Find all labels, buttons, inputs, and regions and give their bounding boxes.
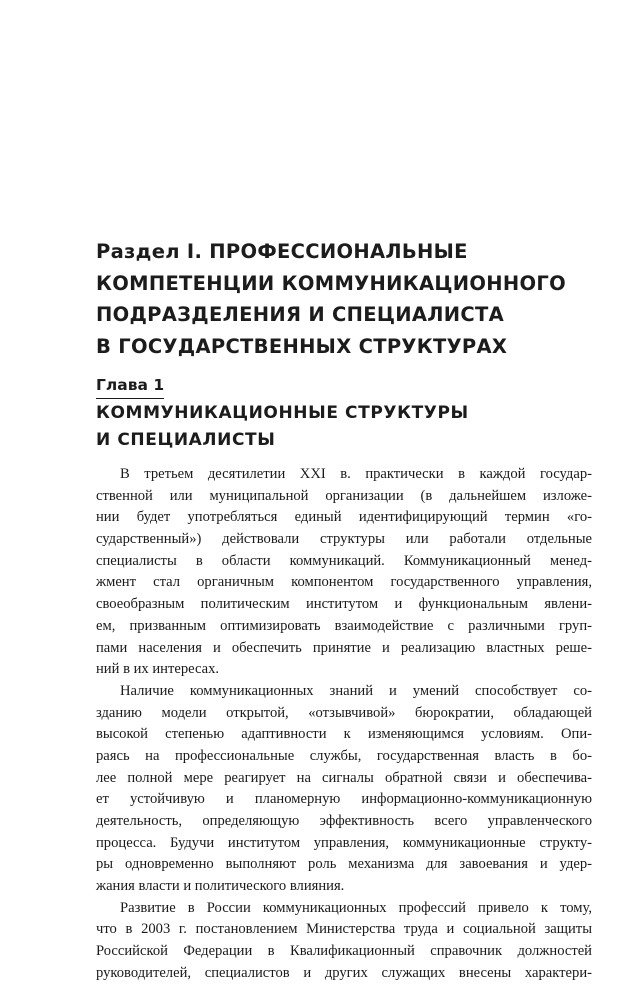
text-line: пами населения и обеспечить принятие и реализацию властных реше- [96,639,592,656]
text-line: жмент стал органичным компонентом государственного управления, [96,574,592,591]
text-line: ем, призванным оптимизировать взаимодействие с различными груп- [96,617,592,634]
chapter-title [96,400,566,454]
text-line: жания власти и политического влияния. [96,878,345,895]
text-line: ры одновременно выполняют роль механизма для завоевания и удер- [96,856,592,873]
section-title-text: ПРОФЕССИОНАЛЬНЫЕ [209,240,468,263]
text-line: высокой степенью адаптивности к изменяющимся условиям. Опи- [96,726,592,743]
text-line: ний в их интересах. [96,661,220,678]
paragraph [96,898,592,985]
text-line: Наличие коммуникационных знаний и умений способствует со- [120,682,592,699]
text-line: своеобразным политическим институтом и функциональным явлени- [96,596,592,613]
section-heading [96,236,596,362]
text-line: лее полной мере реагирует на сигналы обратной связи и обеспечива- [96,769,592,786]
section-title-line: ПОДРАЗДЕЛЕНИЯ И СПЕЦИАЛИСТА [96,303,505,326]
text-line: раясь на профессиональные службы, государственная власть в бо- [96,747,592,764]
paragraph [96,681,592,898]
text-line: В третьем десятилетии XXI в. практически в каждой государ- [120,466,592,482]
body-text [96,464,592,985]
chapter-title-line: И СПЕЦИАЛИСТЫ [96,430,276,450]
section-prefix: Раздел I. [96,240,203,263]
paragraph [96,464,592,681]
text-line: ственной или муниципальной организации (в дальнейшем изложе- [96,487,592,504]
text-line: сударственный») действовали структуры или работали отдельные [96,531,592,548]
chapter-title-line: КОММУНИКАЦИОННЫЕ СТРУКТУРЫ [96,403,469,423]
text-line: специалисты в области коммуникаций. Коммуникационный менед- [96,552,592,569]
section-title-line: В ГОСУДАРСТВЕННЫХ СТРУКТУРАХ [96,334,508,358]
text-line: Развитие в России коммуникационных профессий привело к тому, [120,899,592,916]
section-title-line: КОМПЕТЕНЦИИ КОММУНИКАЦИОННОГО [96,271,566,295]
text-line: руководителей, специалистов и других служащих внесены характери- [96,964,592,981]
text-line: что в 2003 г. постановлением Министерства труда и социальной защиты [96,921,592,938]
text-line: Российской Федерации в Квалификационный справочник должностей [96,943,592,960]
text-line: ет устойчивую и планомерную информационно-коммуникационную [96,791,592,808]
text-line: деятельность, определяющую эффективность всего управленческого [96,813,592,829]
text-line: нии будет употребляться единый идентифицирующий термин «го- [96,509,592,526]
section-heading-line [96,236,596,268]
text-line: зданию модели открытой, «отзывчивой» бюрократии, обладающей [96,704,592,721]
chapter-label: Глава 1 [96,374,164,399]
text-line: процесса. Будучи институтом управления, коммуникационные структу- [96,834,592,851]
